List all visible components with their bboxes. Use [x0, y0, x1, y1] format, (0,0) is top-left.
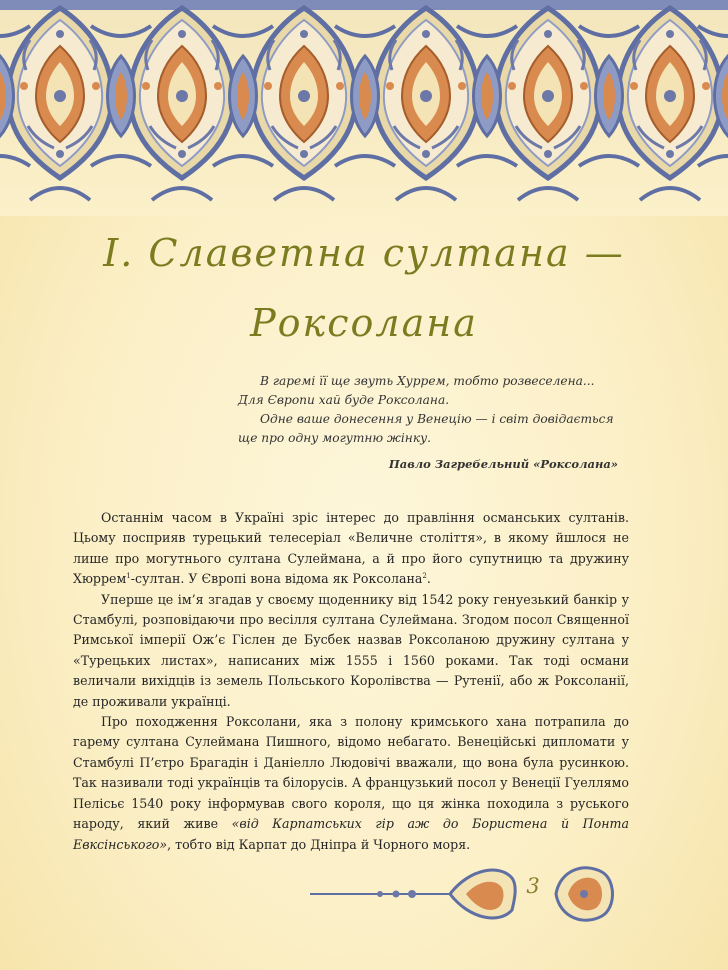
chapter-title-line1: І. Славетна султана —: [103, 231, 625, 275]
quote-text: «від Карпатських гір аж до Бористена й Понта Евксінського»: [73, 816, 629, 852]
paragraph: [73, 508, 629, 590]
paragraph-text: Про походження Роксолани, яка з полону кримського хана потрапила до гарему султана Сулеймана Пишного, відомо небагато. Венеційські дипломати у Стамбулі П’єтро Брагадін і Даніелло Людовічі вважали, що вона була русинкою. Так називали тоді українців та білорусів. А французький посол у Венеції Гуеллямо Пелісьє 1540 року інформував свого короля, що ця жінка походила з руського народу, який живе: [73, 714, 629, 832]
ornament-header-band: [0, 0, 728, 216]
epigraph-source: Павло Загребельний «Роксолана»: [388, 457, 618, 471]
chapter-title-line2: Роксолана: [250, 301, 478, 345]
epigraph-line: Для Європи хай буде Роксолана.: [238, 393, 450, 407]
epigraph-line: Одне ваше донесення у Венецію — і світ довідається: [260, 412, 614, 426]
body-text: [73, 508, 629, 855]
footnote-ref[interactable]: 2: [422, 572, 427, 581]
paragraph-text: -султан. У Європі вона відома як Роксолана: [130, 571, 423, 587]
footer-ornament: [300, 858, 630, 930]
chapter-title: [0, 228, 728, 348]
paragraph: [73, 712, 629, 855]
epigraph-line: ще про одну могутню жінку.: [238, 431, 432, 445]
paragraph: Уперше це ім’я згадав у своєму щоденнику від 1542 року генуезький банкір у Стамбулі, розповідаючи про весілля султана Сулеймана. Згодом посол Священної Римської імперії Ож’є Гіслен де Бусбек назвав Роксоланою дружину султана у «Турецьких листах», написаних між 1555 і 1560 роками. Так тоді османи величали вихідців із земель Польського Королівства — Рутенії, або ж Роксоланії, де проживали українці.: [73, 591, 629, 709]
epigraph: [238, 372, 618, 474]
paragraph-text: .: [426, 571, 431, 587]
epigraph-line: В гаремі її ще звуть Хуррем, тобто розвеселена...: [260, 374, 595, 388]
paragraph-text: , тобто від Карпат до Дніпра й Чорного моря.: [167, 836, 471, 852]
page-number: 3: [526, 874, 540, 898]
paragraph-text: Останнім часом в Україні зріс інтерес до правління османських султанів. Цьому посприяв турецький телесеріал «Величне століття», в якому йшлося не лише про могутнього султана Сулеймана, а й про його супутницю та дружину Хюррем: [73, 510, 629, 587]
footnote-ref[interactable]: 1: [126, 572, 131, 581]
